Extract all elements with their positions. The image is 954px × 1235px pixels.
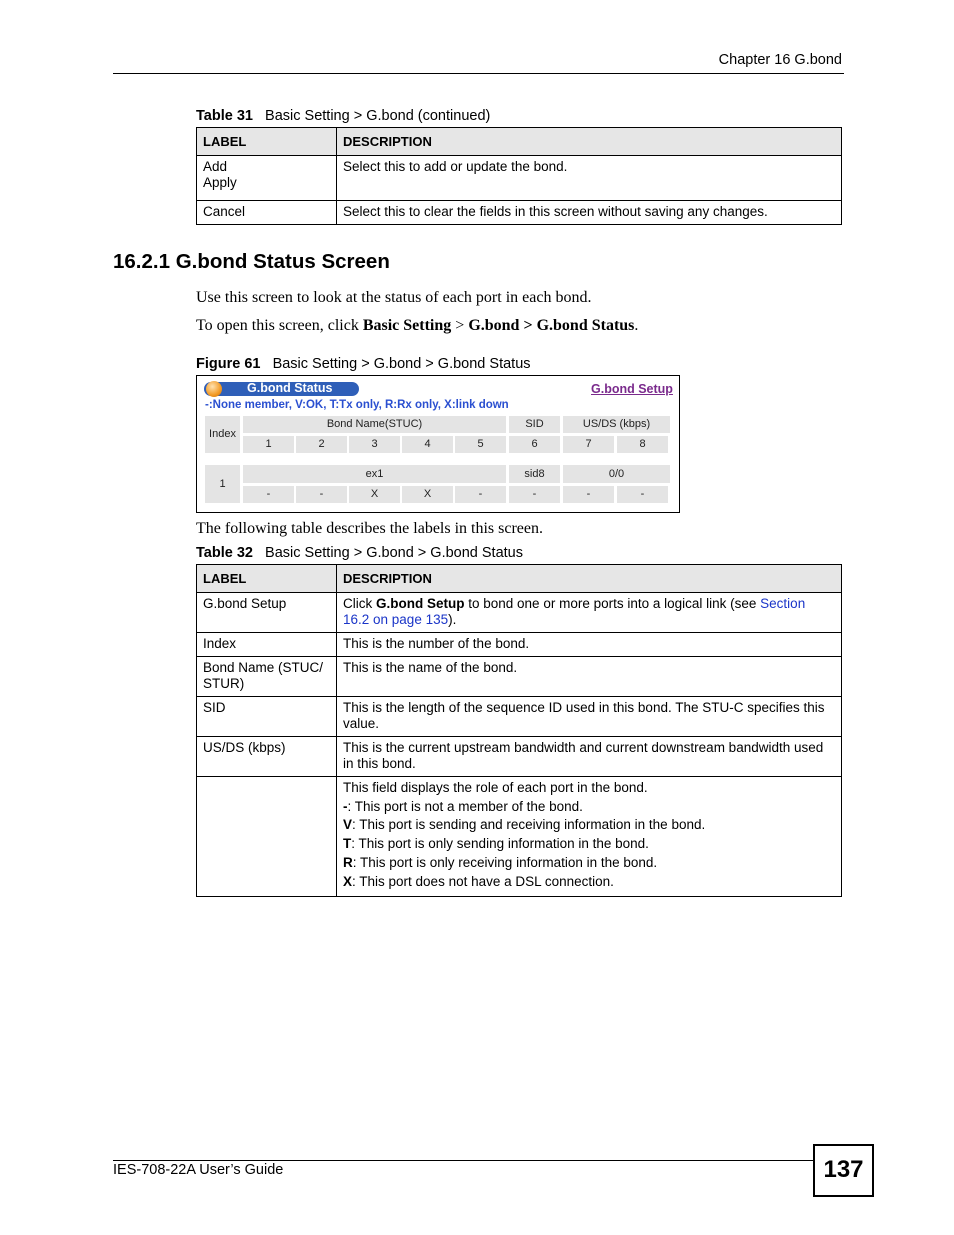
table-row (197, 201, 842, 225)
port-header-cell: 2 (296, 436, 347, 453)
table32-header-label: LABEL (197, 565, 337, 593)
table32-row-label: US/DS (kbps) (197, 737, 337, 777)
port-header-cell: 7 (563, 436, 614, 453)
paragraph (196, 317, 638, 335)
section-link[interactable]: Section 16.2 on page 135 (343, 596, 806, 627)
row-index: 1 (205, 465, 240, 503)
role-item (343, 873, 835, 892)
gbond-setup-link[interactable]: G.bond Setup (591, 382, 673, 396)
label-apply: Apply (203, 175, 237, 190)
role-item (343, 854, 835, 873)
desc-text: Click (343, 596, 376, 611)
row-bond-name: ex1 (243, 465, 506, 483)
desc-text: to bond one or more ports into a logical link (see (464, 596, 761, 611)
role-item (343, 798, 835, 817)
table-row (197, 633, 842, 657)
table31-caption-num: Table 31 (196, 108, 253, 124)
table32-caption-text: Basic Setting > G.bond > G.bond Status (265, 545, 523, 561)
port-status-cell: - (455, 486, 506, 503)
paragraph: The following table describes the labels in this screen. (196, 520, 544, 537)
table-row (197, 657, 842, 697)
para-text: . (634, 317, 639, 334)
role-symbol: R (343, 854, 353, 870)
port-header-cell: 1 (243, 436, 294, 453)
port-header-cell: 4 (402, 436, 453, 453)
table31-header-label: LABEL (197, 128, 337, 156)
table-row (197, 593, 842, 633)
table32-caption-num: Table 32 (196, 545, 253, 561)
figure61-caption (196, 356, 531, 372)
table31-row-label (197, 156, 337, 201)
chapter-header: Chapter 16 G.bond (718, 52, 842, 68)
table32 (196, 564, 842, 897)
section-heading: 16.2.1 G.bond Status Screen (113, 250, 390, 273)
paragraph: Use this screen to look at the status of each port in each bond. (196, 289, 592, 306)
port-header-cell: 5 (455, 436, 506, 453)
role-symbol: - (343, 798, 348, 814)
port-status-cell: - (296, 486, 347, 503)
port-status-cell: - (563, 486, 614, 503)
table32-row-label: Bond Name (STUC/ STUR) (197, 657, 337, 697)
table31 (196, 127, 842, 225)
table32-row-label: Index (197, 633, 337, 657)
table-row (197, 737, 842, 777)
desc-text: ). (448, 612, 457, 627)
table32-row-desc (337, 777, 842, 897)
table31-caption (196, 108, 490, 124)
role-text: : This port is sending and receiving information in the bond. (352, 817, 706, 833)
role-text: : This port is only sending information in the bond. (351, 836, 649, 852)
table-row (197, 777, 842, 897)
footer-rule (113, 1160, 813, 1161)
port-header-cell: 8 (617, 436, 668, 453)
table32-row-label: G.bond Setup (197, 593, 337, 633)
guide-title: IES-708-22A User’s Guide (113, 1162, 284, 1178)
table32-row-desc: This is the current upstream bandwidth and current downstream bandwidth used in this bond. (337, 737, 842, 777)
orange-ball-icon (206, 381, 222, 397)
label-add: Add (203, 159, 228, 174)
table31-row-desc: Select this to add or update the bond. (337, 156, 842, 201)
role-symbol: X (343, 873, 353, 889)
table32-caption (196, 545, 523, 561)
role-text: : This port is only receiving information in the bond. (352, 854, 658, 870)
port-status-cell: - (617, 486, 668, 503)
table31-caption-text: Basic Setting > G.bond (continued) (265, 108, 491, 124)
port-status-cell: X (349, 486, 400, 503)
row-sid: sid8 (509, 465, 560, 483)
para-text: To open this screen, click (196, 317, 363, 334)
role-intro: This field displays the role of each port in the bond. (343, 780, 648, 795)
table31-header-desc: DESCRIPTION (337, 128, 842, 156)
header-index: Index (205, 416, 240, 453)
table-row (197, 156, 842, 201)
desc-bold: G.bond Setup (376, 596, 465, 611)
role-item (343, 816, 835, 835)
status-title: G.bond Status (247, 381, 333, 395)
figure61-screenshot (196, 375, 680, 513)
role-symbol: V (343, 817, 353, 833)
row-usds: 0/0 (563, 465, 670, 483)
port-status-cell: X (402, 486, 453, 503)
page-number: 137 (813, 1144, 874, 1197)
table32-header-desc: DESCRIPTION (337, 565, 842, 593)
table32-row-desc: This is the name of the bond. (337, 657, 842, 697)
para-text: > (451, 317, 469, 334)
table32-row-desc: This is the number of the bond. (337, 633, 842, 657)
table32-row-desc: This is the length of the sequence ID used in this bond. The STU-C specifies this value. (337, 697, 842, 737)
port-status-cell: - (509, 486, 560, 503)
header-rule (113, 73, 844, 74)
port-status-cell: - (243, 486, 294, 503)
role-text: : This port is not a member of the bond. (347, 798, 583, 814)
table-row (197, 697, 842, 737)
role-symbol: T (343, 836, 352, 852)
role-text: : This port does not have a DSL connection. (352, 873, 614, 889)
role-item (343, 835, 835, 854)
table31-row-desc: Select this to clear the fields in this screen without saving any changes. (337, 201, 842, 225)
table32-row-desc (337, 593, 842, 633)
figure61-caption-num: Figure 61 (196, 356, 261, 372)
header-bond-name: Bond Name(STUC) (243, 416, 506, 433)
figure61-caption-text: Basic Setting > G.bond > G.bond Status (272, 356, 531, 372)
status-legend: -:None member, V:OK, T:Tx only, R:Rx only, X:link down (205, 399, 509, 411)
port-header-cell: 6 (509, 436, 560, 453)
port-header-cell: 3 (349, 436, 400, 453)
table32-row-label: SID (197, 697, 337, 737)
para-bold: G.bond > G.bond Status (468, 317, 635, 334)
table32-row-label (197, 777, 337, 897)
table31-row-label: Cancel (197, 201, 337, 225)
header-usds: US/DS (kbps) (563, 416, 670, 433)
para-bold: Basic Setting (362, 317, 452, 334)
header-sid: SID (509, 416, 560, 433)
